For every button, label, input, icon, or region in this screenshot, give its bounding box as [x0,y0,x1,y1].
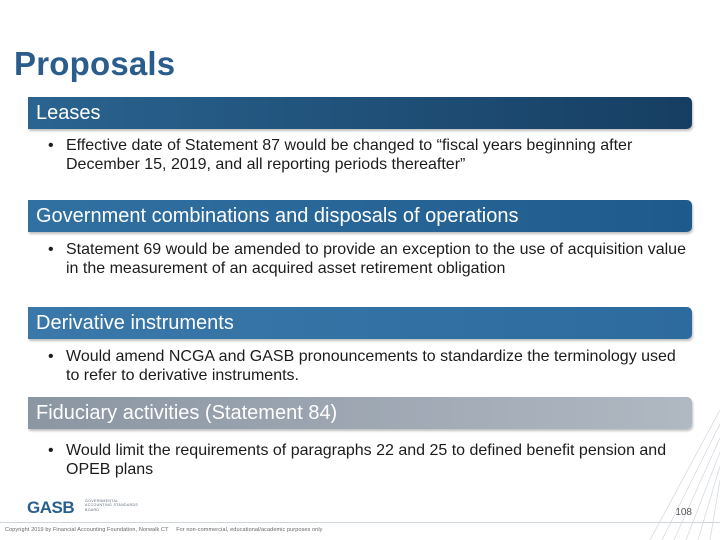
bullet-list-derivatives [46,347,686,385]
footer-notice: For non-commercial, educational/academic purposes only [176,527,323,533]
footer-divider [0,522,720,523]
footer [5,527,329,533]
section-heading-derivatives: Derivative instruments [28,307,692,339]
section-heading-fiduciary: Fiduciary activities (Statement 84) [28,397,692,429]
page-title: Proposals [14,45,176,82]
bullet-list-fiduciary [46,441,686,479]
logo-subtitle: GOVERNMENTAL ACCOUNTING STANDARDS BOARD [85,499,139,512]
section-heading-combinations: Government combinations and disposals of operations [28,200,692,232]
bullet-item: • Effective date of Statement 87 would be changed to “fiscal years beginning after December 15, 2019, and all reporting periods thereafter” [46,136,686,174]
bullet-item: • Statement 69 would be amended to provide an exception to the use of acquisition value in the measurement of an acquired asset retirement obligation [46,240,686,278]
bullet-item: • Would amend NCGA and GASB pronouncements to standardize the terminology used to refer to derivative instruments. [46,347,686,385]
gasb-logo [27,497,147,519]
page-number: 108 [675,507,692,518]
bullet-list-leases [46,136,686,174]
section-heading-leases: Leases [28,97,692,129]
bullet-item: • Would limit the requirements of paragraphs 22 and 25 to defined benefit pension and OPEB plans [46,441,686,479]
bullet-list-combinations [46,240,686,301]
logo-mark: GASB [27,498,75,517]
footer-copyright: Copyright 2019 by Financial Accounting Foundation, Norwalk CT [5,527,169,533]
